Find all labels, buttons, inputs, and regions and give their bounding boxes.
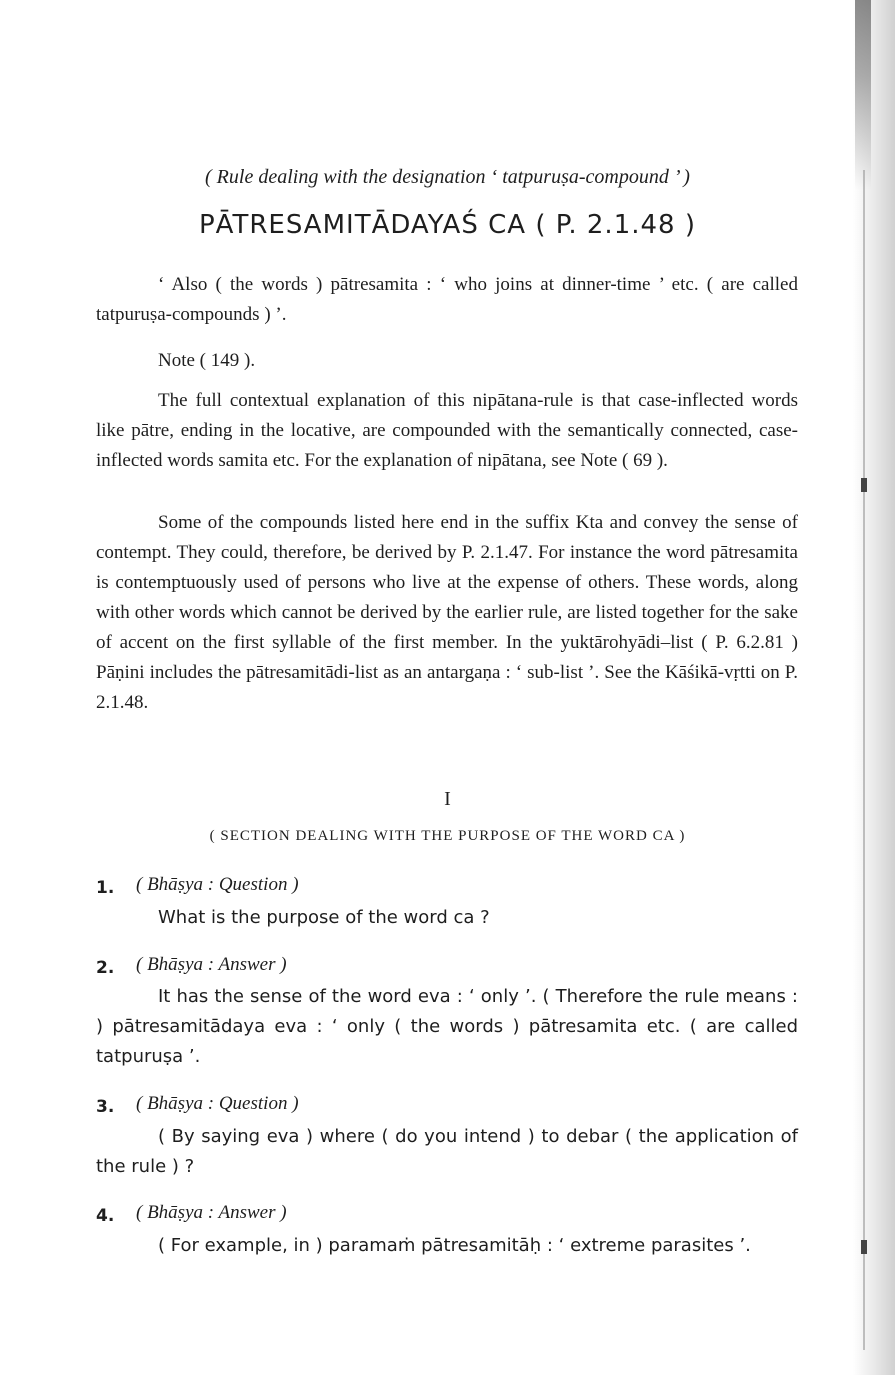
dialogue-label: ( Bhāṣya : Question )	[136, 874, 299, 895]
page-edge-shadow	[855, 0, 871, 190]
dialogue-text: ( For example, in ) paramaṁ pātresamitāḥ : ‘ extreme parasites ’.	[158, 1235, 751, 1256]
page-edge-mark	[861, 1240, 867, 1254]
section-heading: ( SECTION DEALING WITH THE PURPOSE OF THE WORD CA )	[209, 828, 686, 844]
rule-title: PĀTRESAMITĀDAYAŚ CA ( P. 2.1.48 )	[199, 210, 696, 240]
rule-translation: ‘ Also ( the words ) pātresamita : ‘ who joins at dinner-time ’ etc. ( are called tatpuruṣa-compounds ) ’.	[96, 274, 798, 325]
dialogue-number: 4.	[96, 1206, 115, 1226]
dialogue-label: ( Bhāṣya : Question )	[136, 1093, 299, 1114]
dialogue-label: ( Bhāṣya : Answer )	[136, 954, 287, 975]
dialogue-number: 2.	[96, 958, 115, 978]
section-number: I	[444, 788, 451, 810]
page-edge-mark	[861, 478, 867, 492]
rule-caption: ( Rule dealing with the designation ‘ tatpuruṣa-compound ’ )	[205, 166, 690, 188]
dialogue-text: It has the sense of the word eva : ‘ only ’. ( Therefore the rule means : ) pātresamitādaya eva : ‘ only ( the words ) pātresamita etc. ( are called tatpuruṣa ’.	[96, 986, 798, 1067]
scanned-page-edge	[853, 0, 895, 1375]
note-paragraph: Some of the compounds listed here end in the suffix Kta and convey the sense of contempt. They could, therefore, be derived by P. 2.1.47. For instance the word pātresamita is contemptuously used of persons who live at the expense of others. These words, along with other words which cannot be derived by the earlier rule, are listed together for the sake of accent on the first syllable of the first member. In the yuktārohyādi–list ( P. 6.2.81 ) Pāṇini includes the pātresamitādi-list as an antargaṇa : ‘ sub-list ’. See the Kāśikā-vṛtti on P. 2.1.48.	[96, 512, 798, 713]
dialogue-number: 3.	[96, 1097, 115, 1117]
note-label: Note ( 149 ).	[158, 350, 256, 371]
dialogue-number: 1.	[96, 878, 115, 898]
dialogue-text: ( By saying eva ) where ( do you intend ) to debar ( the application of the rule ) ?	[96, 1126, 798, 1177]
page-binding-line	[863, 170, 865, 1350]
dialogue-text: What is the purpose of the word ca ?	[158, 907, 490, 928]
note-paragraph: The full contextual explanation of this nipātana-rule is that case-inflected words like pātre, ending in the locative, are compounded with the semantically connected, case-inflected words samita etc. For the explanation of nipātana, see Note ( 69 ).	[96, 390, 798, 471]
dialogue-label: ( Bhāṣya : Answer )	[136, 1202, 287, 1223]
